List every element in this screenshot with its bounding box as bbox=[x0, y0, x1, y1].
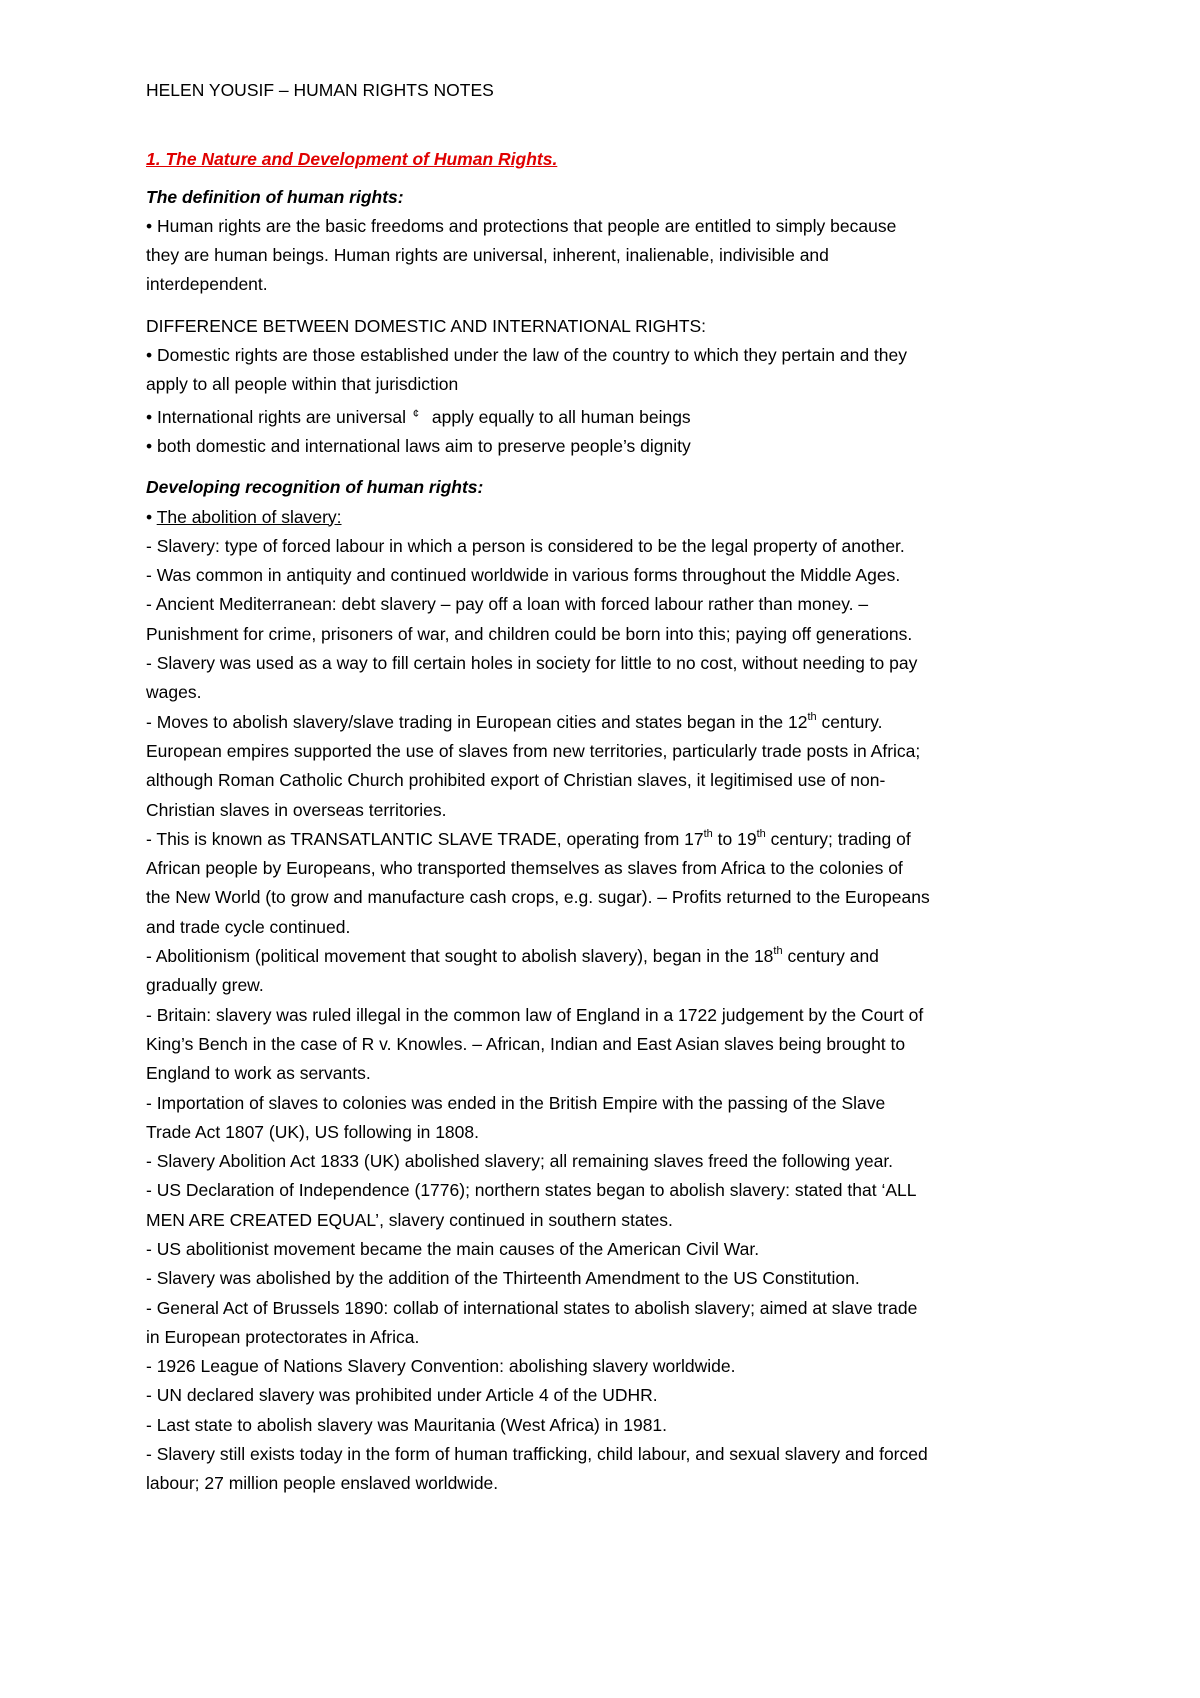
superscript: th bbox=[773, 945, 783, 958]
developing-heading: Developing recognition of human rights: bbox=[146, 477, 484, 498]
note-line: Punishment for crime, prisoners of war, and children could be born into this; paying off generations. bbox=[146, 623, 913, 644]
note-text: to 19 bbox=[712, 828, 757, 849]
note-line: - Slavery was used as a way to fill certain holes in society for little to no cost, without needing to pay bbox=[146, 653, 918, 674]
note-line bbox=[146, 708, 1076, 737]
note-line: - General Act of Brussels 1890: collab of international states to abolish slavery; aimed at slave trade bbox=[146, 1297, 918, 1318]
definition-heading: The definition of human rights: bbox=[146, 186, 404, 207]
note-line: - Was common in antiquity and continued worldwide in various forms throughout the Middle Ages. bbox=[146, 565, 901, 586]
note-line: England to work as servants. bbox=[146, 1063, 371, 1084]
note-text: - This is known as TRANSATLANTIC SLAVE TRADE, operating from 17 bbox=[146, 828, 704, 849]
note-line: African people by Europeans, who transported themselves as slaves from Africa to the colonies of bbox=[146, 858, 903, 879]
note-line: labour; 27 million people enslaved worldwide. bbox=[146, 1473, 499, 1494]
definition-line: interdependent. bbox=[146, 274, 268, 295]
document-page bbox=[146, 76, 1076, 1499]
page-header: HELEN YOUSIF – HUMAN RIGHTS NOTES bbox=[146, 80, 494, 100]
definition-line: • Human rights are the basic freedoms and protections that people are entitled to simply because bbox=[146, 215, 897, 236]
note-line: in European protectorates in Africa. bbox=[146, 1326, 420, 1347]
note-line bbox=[146, 825, 1076, 854]
difference-line: apply to all people within that jurisdiction bbox=[146, 374, 459, 395]
note-text: century; trading of bbox=[765, 828, 911, 849]
note-line: MEN ARE CREATED EQUAL’, slavery continued in southern states. bbox=[146, 1209, 673, 1230]
superscript: th bbox=[807, 710, 817, 723]
note-text: - Moves to abolish slavery/slave trading in European cities and states began in the 12 bbox=[146, 711, 808, 732]
abolition-bullet bbox=[146, 503, 1076, 532]
note-line: Trade Act 1807 (UK), US following in 1808. bbox=[146, 1121, 479, 1142]
section-title: 1. The Nature and Development of Human Rights. bbox=[146, 149, 558, 170]
difference-line-text: • International rights are universal bbox=[146, 406, 407, 427]
note-line: European empires supported the use of slaves from new territories, particularly trade posts in Africa; bbox=[146, 740, 921, 761]
note-line: gradually grew. bbox=[146, 975, 264, 996]
bullet-marker: • bbox=[146, 506, 157, 527]
note-line: although Roman Catholic Church prohibited export of Christian slaves, it legitimised use of non- bbox=[146, 770, 886, 791]
cent-symbol: ¢ bbox=[412, 407, 420, 420]
note-line: - Ancient Mediterranean: debt slavery – pay off a loan with forced labour rather than money. – bbox=[146, 594, 869, 615]
note-line: - Slavery still exists today in the form of human trafficking, child labour, and sexual slavery and forced bbox=[146, 1444, 928, 1465]
note-text: - Abolitionism (political movement that sought to abolish slavery), began in the 18 bbox=[146, 946, 774, 967]
abolition-label: The abolition of slavery: bbox=[156, 506, 342, 527]
note-line: - Slavery was abolished by the addition of the Thirteenth Amendment to the US Constitution. bbox=[146, 1268, 860, 1289]
superscript: th bbox=[756, 828, 766, 840]
note-line: - Britain: slavery was ruled illegal in the common law of England in a 1722 judgement by the Court of bbox=[146, 1004, 924, 1025]
note-line: - UN declared slavery was prohibited under Article 4 of the UDHR. bbox=[146, 1385, 658, 1406]
note-line: the New World (to grow and manufacture cash crops, e.g. sugar). – Profits returned to the Europeans bbox=[146, 887, 930, 908]
difference-line bbox=[146, 400, 1076, 432]
note-line: Christian slaves in overseas territories. bbox=[146, 799, 447, 820]
note-line: - 1926 League of Nations Slavery Convention: abolishing slavery worldwide. bbox=[146, 1356, 736, 1377]
difference-line-text: apply equally to all human beings bbox=[431, 406, 691, 427]
difference-line: • both domestic and international laws aim to preserve people’s dignity bbox=[146, 435, 691, 456]
note-line: - US Declaration of Independence (1776); northern states began to abolish slavery: stated that ‘ALL bbox=[146, 1180, 917, 1201]
note-line bbox=[146, 942, 1076, 971]
note-line: King’s Bench in the case of R v. Knowles. – African, Indian and East Asian slaves being brought to bbox=[146, 1033, 906, 1054]
note-line: wages. bbox=[146, 682, 202, 703]
note-text: century and bbox=[782, 946, 879, 967]
definition-line: they are human beings. Human rights are universal, inherent, inalienable, indivisible and bbox=[146, 245, 829, 266]
difference-heading: DIFFERENCE BETWEEN DOMESTIC AND INTERNATIONAL RIGHTS: bbox=[146, 315, 707, 336]
note-line: and trade cycle continued. bbox=[146, 916, 351, 937]
note-line: - Last state to abolish slavery was Mauritania (West Africa) in 1981. bbox=[146, 1414, 668, 1435]
note-line: - Importation of slaves to colonies was ended in the British Empire with the passing of the Slave bbox=[146, 1092, 886, 1113]
superscript: th bbox=[703, 828, 713, 840]
note-line: - Slavery Abolition Act 1833 (UK) abolished slavery; all remaining slaves freed the following year. bbox=[146, 1151, 894, 1172]
note-text: century. bbox=[816, 711, 883, 732]
note-line: - Slavery: type of forced labour in which a person is considered to be the legal property of another. bbox=[146, 535, 905, 556]
note-line: - US abolitionist movement became the main causes of the American Civil War. bbox=[146, 1238, 760, 1259]
difference-line: • Domestic rights are those established under the law of the country to which they pertain and they bbox=[146, 345, 907, 366]
